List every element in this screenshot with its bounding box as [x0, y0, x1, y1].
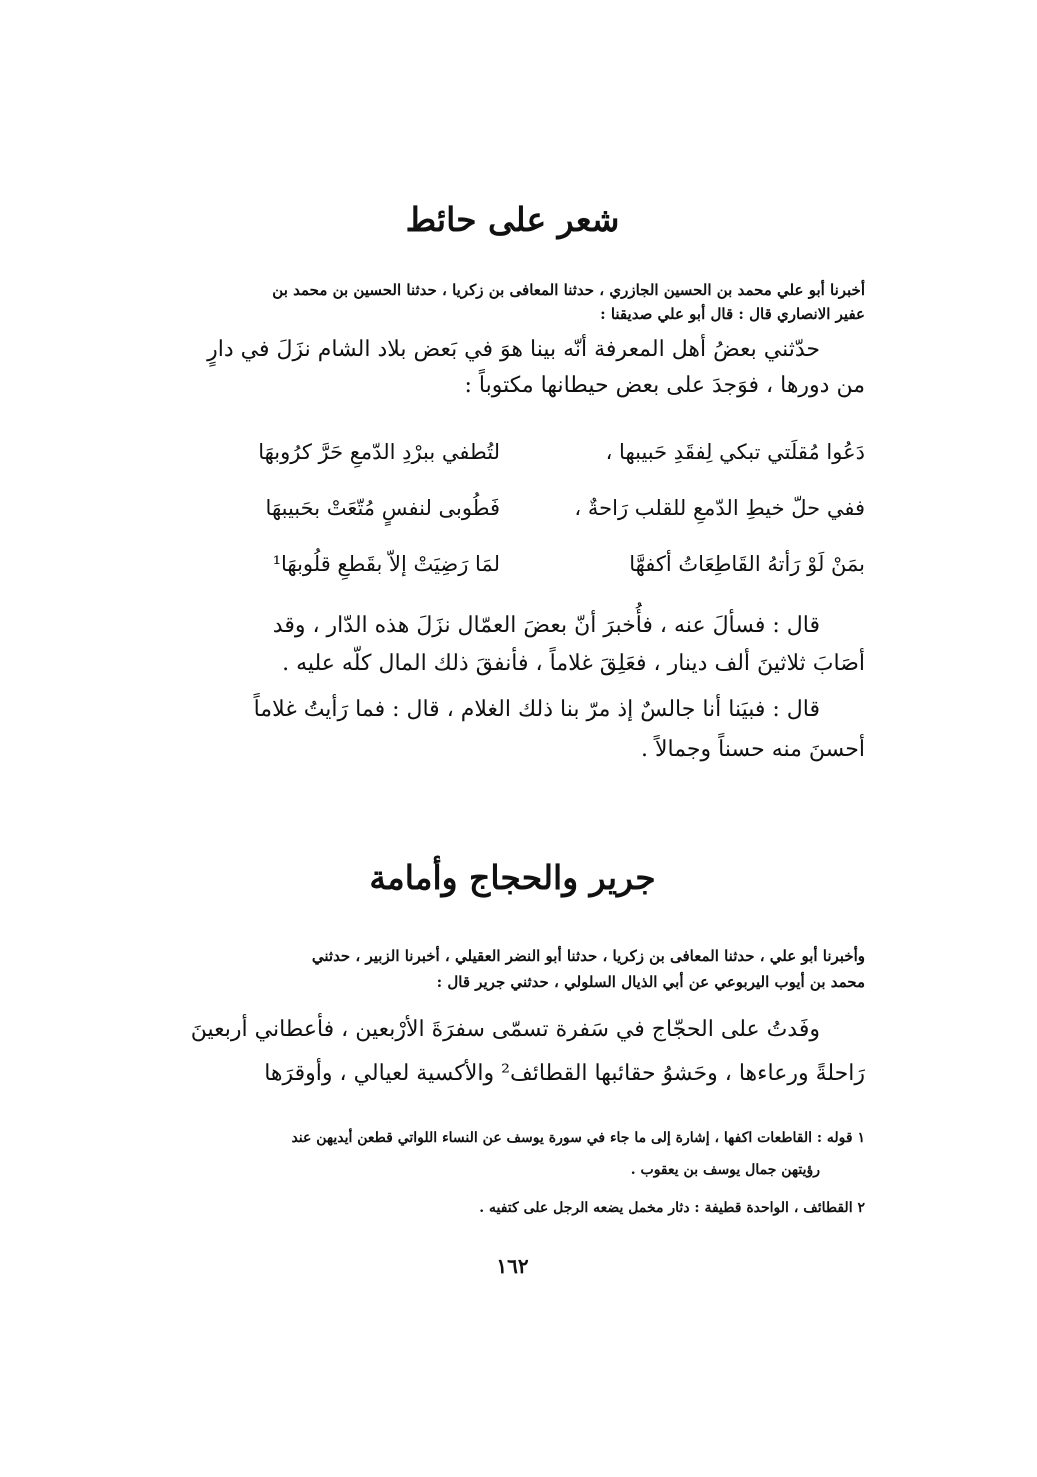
paragraph-line: قال : فبيَنا أنا جالسٌ إذ مرّ بنا ذلك الغلام ، قال : فما رَأيتُ غلاماً — [253, 697, 820, 722]
footnote: ٢ القطائف ، الواحدة قطيفة : دثار مخمل يضعه الرجل على كتفيه . — [479, 1200, 865, 1216]
verse — [160, 552, 865, 596]
paragraph-line: قال : فسألَ عنه ، فأُخبرَ أنّ بعضَ العمّال نزَلَ هذه الدّار ، وقد — [272, 613, 820, 638]
section-title: جرير والحجاج وأمامة — [369, 858, 656, 897]
paragraph-line: وفَدتُ على الحجّاج في سَفرة تسمّى سفرَةَ الأرْبعين ، فأعطاني أربعينَ — [190, 1017, 820, 1042]
paragraph-line: من دورها ، فوَجدَ على بعض حيطانها مكتوباً : — [464, 373, 865, 398]
footnote: رؤيتهن جمال يوسف بن يعقوب . — [630, 1162, 820, 1178]
verse-second-hemistich: لتُطفي ببرْدِ الدّمعِ حَرَّ كرُوبهَا — [258, 440, 500, 464]
paragraph-line: أصَابَ ثلاثينَ ألف دينار ، فعَلِقَ غلاماً ، فأنفقَ ذلك المال كلّه عليه . — [282, 651, 865, 676]
isnad-line: محمد بن أيوب اليربوعي عن أبي الذيال السلولي ، حدثني جرير قال : — [436, 973, 865, 991]
verse-second-hemistich: لمَا رَضِيَتْ إلاّ بقَطعِ قلُوبهَا¹ — [272, 552, 500, 576]
verse-first-hemistich: دَعُوا مُقلَتي تبكي لِفقَدِ حَبيبها ، — [605, 440, 865, 464]
section-title: شعر على حائط — [405, 200, 620, 239]
isnad-line: أخبرنا أبو علي محمد بن الحسين الجازري ، حدثنا المعافى بن زكريا ، حدثنا الحسين بن محمد بن — [272, 281, 865, 299]
book-page — [160, 0, 865, 1477]
paragraph-line: رَاحلةً ورعاءها ، وحَشوُ حقائبها القطائف² والأكسية لعيالي ، وأوقرَها — [264, 1061, 865, 1086]
page-number: ١٦٢ — [496, 1254, 529, 1278]
isnad-line: عفير الانصاري قال : قال أبو علي صديقنا : — [600, 305, 865, 323]
paragraph-line: حدّثني بعضُ أهل المعرفة أنّه بينا هوَ في بَعض بلاد الشام نزَلَ في دارٍ — [207, 337, 820, 362]
verse-first-hemistich: ففي حلّ خيطِ الدّمعِ للقلب رَاحةٌ ، — [574, 496, 865, 520]
footnote: ١ قوله : القاطعات اكفها ، إشارة إلى ما جاء في سورة يوسف عن النساء اللواتي قطعن أيديهن عند — [291, 1130, 865, 1146]
verse-second-hemistich: فَطُوبى لنفسٍ مُتّعَتْ بحَبيبهَا — [265, 496, 500, 520]
verse-first-hemistich: بمَنْ لَوْ رَأتهُ القَاطِعَاتُ أكفهَّا — [629, 552, 865, 576]
verse — [160, 496, 865, 540]
paragraph-line: أحسنَ منه حسناً وجمالاً . — [640, 737, 865, 762]
verse — [160, 440, 865, 484]
isnad-line: وأخبرنا أبو علي ، حدثنا المعافى بن زكريا ، حدثنا أبو النضر العقيلي ، أخبرنا الزبير ، حدثني — [311, 947, 865, 965]
